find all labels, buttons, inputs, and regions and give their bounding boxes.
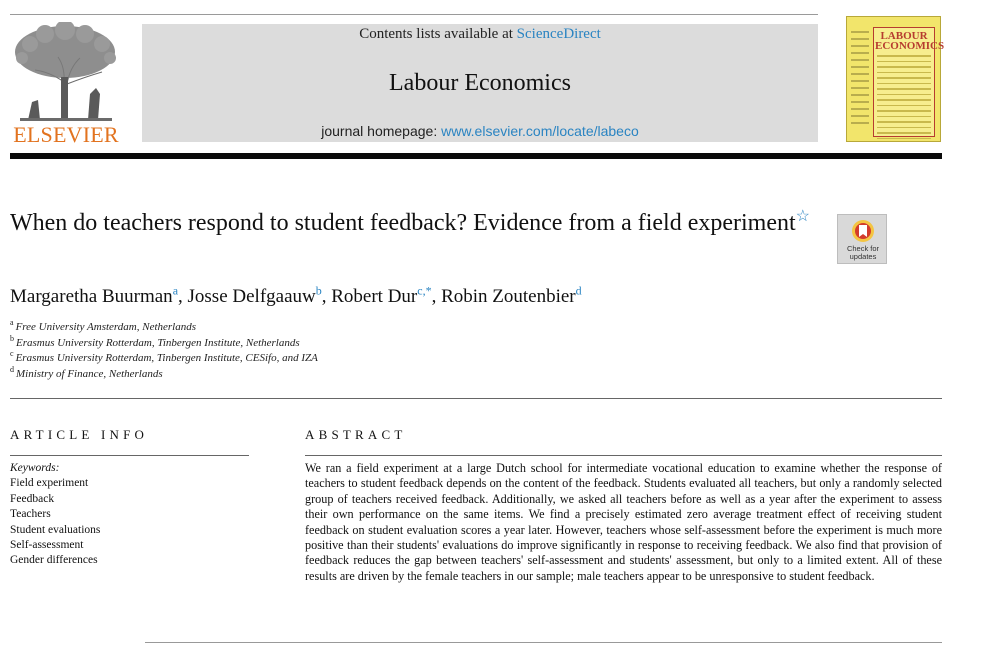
- journal-cover-image: [846, 16, 945, 142]
- contents-line: [142, 26, 818, 43]
- abstract-text: We ran a field experiment at a large Dutch school for intermediate vocational education to examine whether the response of teachers to student feedback depends on the content of the feedback. Students evaluated all teachers, but only a randomly selected group of teachers received feedback. Additionally, we asked all teachers before as well as a year after the experiment to assess their own performance on the same items. We find a precisely estimated zero average treatment effect of receiving student feedback on student evaluation scores a year later. However, teachers whose self-assessment before the experiment is much more positive than their students' evaluations do improve significantly in response to receiving feedback. We also find that provision of feedback reduces the gap between teachers' self-assessment and students' assessment, but only to a limited extent. All of these results are driven by the female teachers in our sample; male teachers appear to be unresponsive to student feedback.: [305, 461, 942, 583]
- keyword-item: Self-assessment: [10, 539, 84, 552]
- sciencedirect-link[interactable]: ScienceDirect: [516, 26, 601, 42]
- keyword-item: Student evaluations: [10, 523, 101, 536]
- affiliation-item: [10, 351, 510, 367]
- journal-homepage: [142, 123, 818, 139]
- author-name[interactable]: Josse Delfgaauw: [187, 286, 316, 307]
- article-title-text: When do teachers respond to student feedback? Evidence from a field experiment: [10, 210, 796, 236]
- article-title: [10, 208, 810, 239]
- cover-decoration: [851, 31, 869, 129]
- article-info-rule: [10, 455, 249, 456]
- affiliation-mark: a: [10, 318, 14, 328]
- cover-title: LABOUR ECONOMICS: [875, 30, 945, 52]
- author-affiliation-mark[interactable]: a: [172, 283, 179, 298]
- author-name[interactable]: Margaretha Buurman: [10, 286, 173, 307]
- affiliation-mark: b: [10, 333, 14, 343]
- keyword-item: Teachers: [10, 508, 51, 521]
- header-divider: [10, 153, 942, 159]
- check-for-updates-button[interactable]: [837, 214, 887, 264]
- homepage-prefix: journal homepage:: [321, 123, 442, 139]
- affiliation-list: [10, 320, 510, 382]
- cover-contents-lines: [877, 55, 931, 143]
- affiliation-text: Erasmus University Rotterdam, Tinbergen Institute, CESifo, and IZA: [15, 352, 318, 364]
- affiliation-item: [10, 364, 510, 383]
- affiliation-mark: c: [10, 349, 14, 359]
- keyword-item: Field experiment: [10, 477, 89, 490]
- top-rule: [10, 14, 818, 15]
- affiliation-mark: d: [10, 364, 14, 374]
- affiliation-item: [10, 320, 510, 336]
- bottom-rule: [145, 642, 942, 643]
- keyword-item: Gender differences: [10, 554, 98, 567]
- abstract-rule: [305, 455, 942, 456]
- affiliation-item: [10, 333, 510, 352]
- keywords-list: [10, 461, 240, 569]
- article-info-heading: ARTICLE INFO: [10, 427, 149, 442]
- section-divider: [10, 398, 942, 399]
- affiliation-text: Ministry of Finance, Netherlands: [16, 367, 163, 380]
- keywords-label: Keywords:: [10, 462, 60, 474]
- author-affiliation-mark[interactable]: c,*: [417, 283, 432, 298]
- author-name[interactable]: Robert Dur: [331, 286, 418, 307]
- title-footnote-star-icon[interactable]: ☆: [795, 208, 811, 225]
- check-updates-label: Check for updates: [846, 244, 880, 261]
- contents-prefix: Contents lists available at: [359, 26, 517, 42]
- affiliation-text: Erasmus University Rotterdam, Tinbergen Institute, Netherlands: [16, 336, 300, 349]
- elsevier-wordmark: ELSEVIER: [13, 122, 119, 147]
- author-list: Margaretha Buurman$^a$, Josse Delfgaauw$^b$, Robert Dur$^{c,*}$, Robin Zoutenbier$^d$: [10, 283, 582, 307]
- abstract-heading: ABSTRACT: [305, 427, 407, 442]
- journal-title: Labour Economics: [389, 70, 571, 96]
- check-updates-icon: [838, 215, 888, 245]
- keyword-item: Feedback: [10, 492, 55, 505]
- author-affiliation-mark[interactable]: b: [315, 283, 322, 298]
- author-affiliation-mark[interactable]: d: [575, 283, 582, 298]
- homepage-link[interactable]: www.elsevier.com/locate/labeco: [441, 123, 639, 139]
- author-name[interactable]: Robin Zoutenbier: [441, 286, 576, 307]
- affiliation-text: Free University Amsterdam, Netherlands: [15, 321, 197, 333]
